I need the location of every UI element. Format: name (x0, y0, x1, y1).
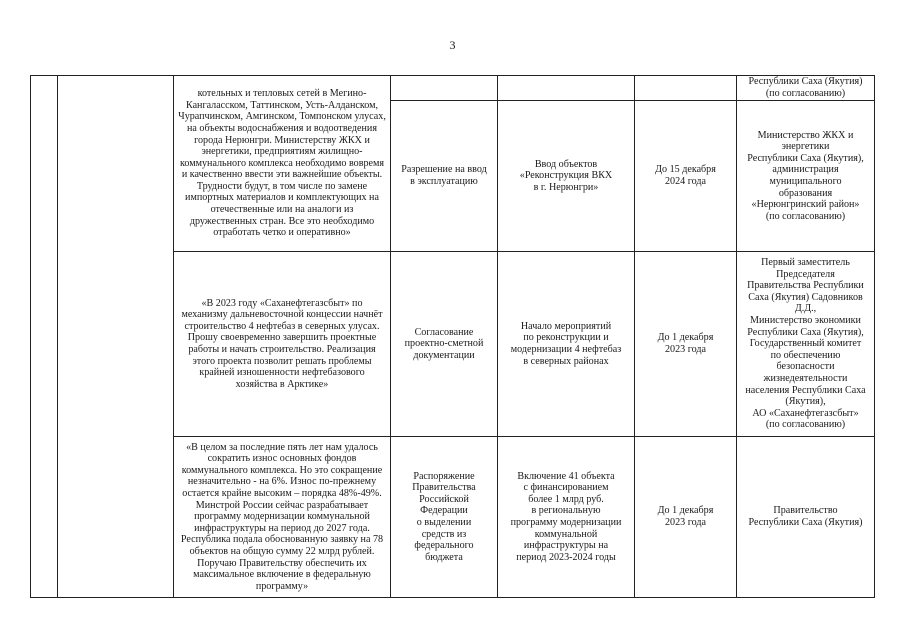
measure-cell: «В 2023 году «Саханефтегазсбыт» по механизму дальневосточной концессии начнёт строительство 4 нефтебаз в северных улусах. Прошу своевременно завершить проектные работы и начать строительство. Реализация этого проекта позволит решать проблемы крайней изношенности нефтебазового хозяйства в Арктике» (174, 252, 391, 437)
instruction-cell (58, 76, 174, 598)
indicator-cell: Включение 41 объекта с финансированием более 1 млрд руб. в региональную программу модернизации коммунальной инфраструктуры на период 2023-2024 годы (498, 437, 635, 598)
table-row (31, 76, 875, 101)
deadline-cell: До 1 декабря 2023 года (635, 252, 737, 437)
result-cell: Согласование проектно-сметной документации (391, 252, 498, 437)
row-number-cell (31, 76, 58, 598)
indicator-cell: Начало мероприятий по реконструкции и модернизации 4 нефтебаз в северных районах (498, 252, 635, 437)
deadline-cell (635, 76, 737, 101)
page-number: 3 (449, 38, 456, 52)
responsible-cell: Первый заместитель Председателя Правительства Республики Саха (Якутия) Садовников Д.Д., Министерство экономики Республики Саха (Якутия), Государственный комитет по обеспечению безопасности жизнедеятельности населения Республики Саха (Якутия), АО «Саханефтегазсбыт» (по согласованию) (737, 252, 875, 437)
result-cell: Распоряжение Правительства Российской Федерации о выделении средств из федерального бюджета (391, 437, 498, 598)
indicator-cell: Ввод объектов «Реконструкция ВКХ в г. Нерюнгри» (498, 101, 635, 252)
measure-cell: «В целом за последние пять лет нам удалось сократить износ основных фондов коммунального комплекса. Но это сокращение незначительно - на 6%. Износ по-прежнему остается крайне высоким – порядка 48%-49%. Минстрой России сейчас разрабатывает программу модернизации коммунальной инфраструктуры на период до 2027 года. Республика подала обоснованную заявку на 78 объектов на общую сумму 22 млрд рублей. Поручаю Правительству обеспечить их максимальное включение в федеральную программу» (174, 437, 391, 598)
responsible-cell: Министерство ЖКХ и энергетики Республики Саха (Якутия), администрация муниципального образования «Нерюнгринский район» (по согласованию) (737, 101, 875, 252)
responsible-cell: Правительство Республики Саха (Якутия) (737, 437, 875, 598)
result-cell (391, 76, 498, 101)
measures-table (30, 75, 875, 598)
responsible-cell: Республики Саха (Якутия) (по согласованию) (737, 76, 875, 101)
indicator-cell (498, 76, 635, 101)
deadline-cell: До 1 декабря 2023 года (635, 437, 737, 598)
result-cell: Разрешение на ввод в эксплуатацию (391, 101, 498, 252)
deadline-cell: До 15 декабря 2024 года (635, 101, 737, 252)
measure-cell: котельных и тепловых сетей в Мегино-Кангаласском, Таттинском, Усть-Алданском, Чурапчинском, Амгинском, Томпонском улусах, на объекты водоснабжения и водоотведения города Нерюнгри. Министерству ЖКХ и энергетики, предприятиям жилищно-коммунального комплекса необходимо вовремя и качественно ввести эти важнейшие объекты. Трудности будут, в том числе по замене импортных материалов и комплектующих на отечественные или на аналоги из дружественных стран. Все это необходимо отработать четко и оперативно» (174, 76, 391, 252)
